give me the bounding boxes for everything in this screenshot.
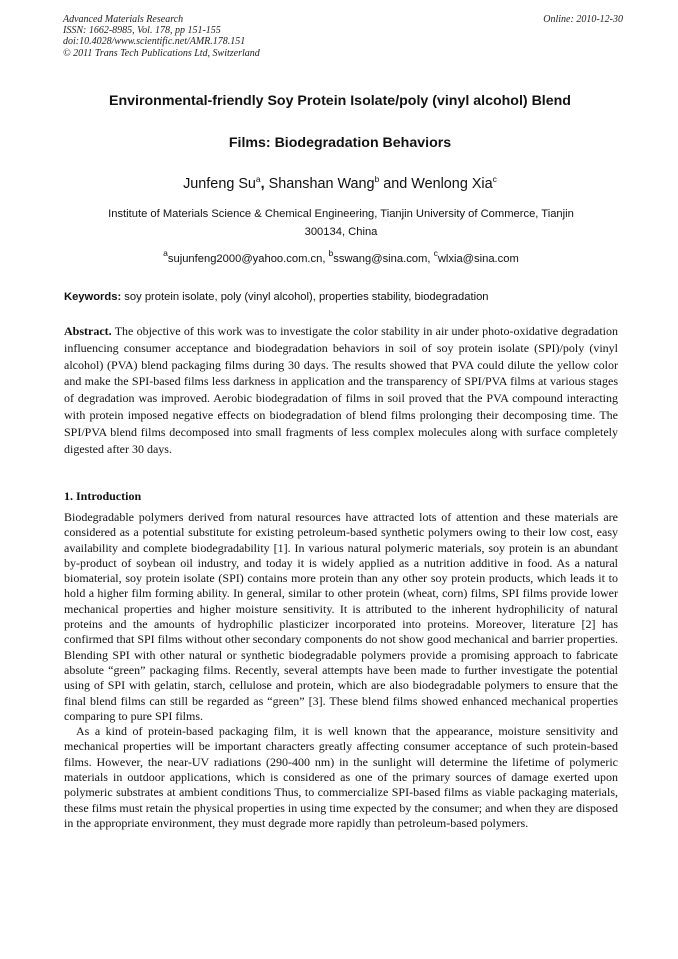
affiliation-line: Institute of Materials Science & Chemical Engineering, Tianjin University of Commerce, Tianjin: [108, 208, 574, 220]
author-email: wlxia@sina.com: [437, 253, 519, 265]
journal-issn: ISSN: 1662-8985, Vol. 178, pp 151-155: [63, 25, 221, 37]
author-name: Junfeng Su: [183, 176, 256, 192]
section-heading: 1. Introduction: [64, 489, 142, 503]
email-mark: c: [433, 248, 438, 258]
keywords-text: soy protein isolate, poly (vinyl alcohol), properties stability, biodegradation: [121, 291, 489, 303]
paragraph: As a kind of protein-based packaging film, it is well known that the appearance, moisture sensitivity and mechanical properties will be important characters greatly affecting consumer acceptance of such protein-based films. However, the near-UV radiations (290-400 nm) in the sunlight will determine the lifetime of polymeric materials in outdoor applications, which is considered as one of the primary sources of damage exerted upon polymeric substrates at ambient conditions Thus, to commercialize SPI-based films as viable packaging materials, these films must retain the physical properties in using time expected by the consumer; and when they are disposed in the appropriate environment, they must degrade more rapidly than petroleum-based polymers.: [64, 724, 618, 830]
author-email: sswang@sina.com,: [333, 253, 434, 265]
author-separator: and: [379, 176, 412, 192]
online-date: Online: 2010-12-30: [543, 14, 623, 25]
author-name: Shanshan Wang: [268, 176, 375, 192]
abstract: [64, 323, 618, 457]
author-email: sujunfeng2000@yahoo.com.cn,: [167, 253, 329, 265]
paper-title-line-1: Environmental-friendly Soy Protein Isolate/poly (vinyl alcohol) Blend: [109, 93, 571, 109]
paragraph: Biodegradable polymers derived from natural resources have attracted lots of attention and these materials are considered as a potential substitute for existing petroleum-based synthetic polymers owing to their low cost, easy availability and complete biodegradability [1]. In various natural polymeric materials, soy protein is an abundant by-product of soybean oil industry, and today it is widely applied as a nutrition additive in food. As a natural biomaterial, soy protein isolate (SPI) contains more protein than any other soy protein products, which leads it to hold a higher film forming ability. In general, similar to other protein (wheat, corn) films, SPI films provide lower mechanical properties and higher moisture sensitivity. It is attributed to the inherent hydrophilicity of natural proteins and the amounts of hydrophilic plasticizer incorporated into proteins. Moreover, literature [2] has confirmed that SPI films without other secondary components do not show good mechanical and barrier properties. Blending SPI with other natural or synthetic biodegradable polymers provide a promising approach to fabricate absolute “green” packaging films. Recently, several attempts have been made to further investigate the potential using of SPI with gelatin, starch, cellulose and protein, which are also biodegradable polymers to ensure that the final blend films can still be regarded as “green” [3]. These blend films showed enhanced mechanical properties comparing to pure SPI films.: [64, 510, 618, 723]
author-list: [40, 174, 640, 194]
journal-name: Advanced Materials Research: [63, 14, 184, 25]
paper-title-line-2: Films: Biodegradation Behaviors: [228, 135, 452, 151]
author-affil-mark: a: [255, 174, 261, 184]
abstract-text: The objective of this work was to investigate the color stability in air under photo-oxidative degradation influencing consumer acceptance and biodegradation behaviors in soil of soy protein isolate (SPI)/poly (vinyl alcohol) (PVA) blend packaging films during 30 days. The results showed that PVA could dilute the yellow color and make the SPI-based films less darkness in application and the transparency of SPI/PVA films at various stages of degradation was improved. Aerobic biodegradation of films in soil proved that the PVA compound interacting with protein imposed negative effects on biodegradation of blend films prolonging their decomposing time. The SPI/PVA blend films decomposed into small fragments of less complex molecules along with surface completely digested after 30 days.: [64, 324, 618, 456]
journal-copyright: © 2011 Trans Tech Publications Ltd, Switzerland: [63, 47, 260, 59]
affiliation-line: 300134, China: [304, 226, 378, 238]
email-mark: a: [163, 248, 168, 258]
journal-doi: doi:10.4028/www.scientific.net/AMR.178.151: [63, 36, 246, 48]
author-affil-mark: c: [492, 174, 497, 184]
keywords-label: Keywords:: [64, 291, 122, 303]
author-name: Wenlong Xia: [411, 176, 493, 192]
introduction-body: [64, 510, 618, 831]
abstract-label: Abstract.: [64, 324, 112, 338]
author-emails: [64, 250, 618, 268]
affiliation: [64, 205, 618, 241]
keywords: [64, 289, 618, 305]
email-mark: b: [328, 248, 334, 258]
author-affil-mark: b: [374, 174, 380, 184]
journal-header: [63, 14, 623, 59]
author-separator: ,: [260, 176, 269, 192]
